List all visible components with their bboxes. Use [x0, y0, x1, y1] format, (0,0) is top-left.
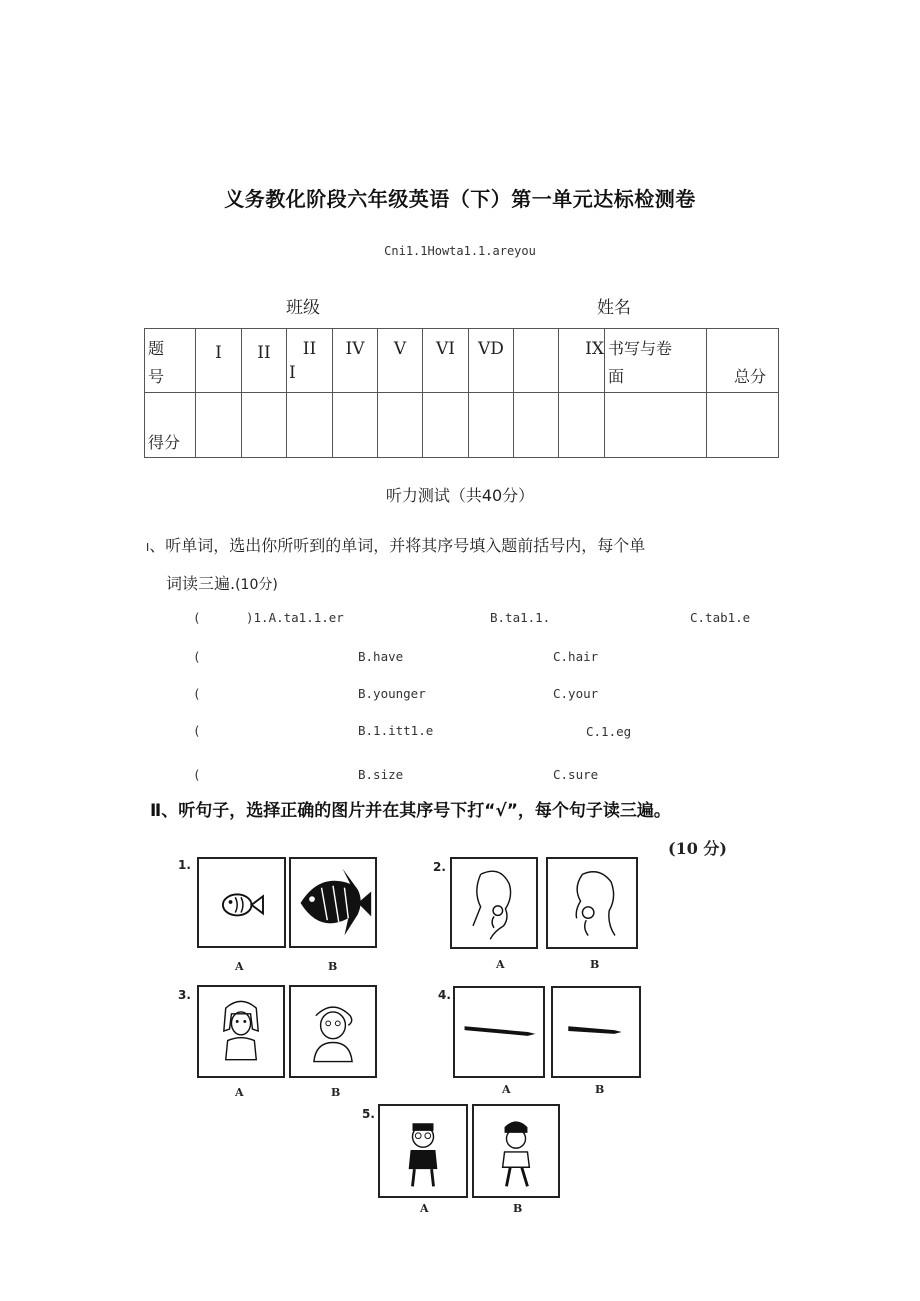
label-b: B	[595, 1083, 605, 1096]
picture-1b[interactable]	[289, 857, 377, 948]
col-header: IX	[559, 329, 605, 393]
long-pencil-icon	[455, 988, 543, 1076]
page-title: 义务教化阶段六年级英语（下）第一单元达标检测卷	[224, 187, 696, 211]
q3-option-c: C.your	[553, 686, 599, 701]
col-header: IV	[333, 329, 378, 393]
score-cell[interactable]	[707, 393, 779, 458]
section1-line1: I、听单词，选出你所听到的单词，并将其序号填入题前括号内，每个单	[146, 536, 646, 555]
col-header: I	[196, 329, 242, 393]
score-cell[interactable]	[287, 393, 333, 458]
score-cell[interactable]	[605, 393, 707, 458]
boy-icon	[474, 1106, 558, 1196]
label-a: A	[502, 1083, 511, 1096]
picture-4a[interactable]	[453, 986, 545, 1078]
big-fish-icon	[291, 859, 375, 946]
row-label-score: 得分	[145, 393, 196, 458]
header-total: 总分	[707, 329, 779, 393]
q4-option-c: C.1.eg	[586, 724, 632, 739]
section2-title: Ⅱ、听句子，选择正确的图片并在其序号下打“√”，每个句子读三遍。	[150, 801, 671, 821]
score-cell[interactable]	[514, 393, 559, 458]
score-cell[interactable]	[469, 393, 514, 458]
q2-paren[interactable]: (	[193, 649, 201, 664]
picture-number: 5.	[362, 1107, 375, 1121]
q5-option-c: C.sure	[553, 767, 599, 782]
score-table	[144, 328, 779, 458]
header-tihao: 题 号	[145, 329, 196, 393]
picture-number: 2.	[433, 860, 446, 874]
q4-option-b: B.1.itt1.e	[358, 723, 434, 738]
score-cell[interactable]	[242, 393, 287, 458]
score-cell[interactable]	[196, 393, 242, 458]
girl-eating-icon	[452, 859, 536, 947]
score-cell[interactable]	[423, 393, 469, 458]
picture-number: 4.	[438, 988, 451, 1002]
label-a: A	[496, 958, 505, 971]
label-b: B	[328, 960, 338, 973]
unit-subtitle: Cni1.1Howta1.1.areyou	[384, 244, 536, 258]
picture-number: 3.	[178, 988, 191, 1002]
listening-title: 听力测试（共40分）	[385, 486, 535, 505]
label-b: B	[590, 958, 600, 971]
class-label: 班级	[286, 298, 320, 318]
section1-line2: 词读三遍.(10分)	[166, 574, 278, 593]
picture-1a[interactable]	[197, 857, 286, 948]
score-cell[interactable]	[559, 393, 605, 458]
q1-option-b: B.ta1.1.	[490, 610, 551, 625]
col-header: II	[242, 329, 287, 393]
picture-2a[interactable]	[450, 857, 538, 949]
q5-option-b: B.size	[358, 767, 404, 782]
score-cell[interactable]	[378, 393, 423, 458]
col-header: VD	[469, 329, 514, 393]
q1-option-c: C.tab1.e	[690, 610, 751, 625]
section2-points: (10 分)	[668, 839, 727, 858]
girl-profile-icon	[548, 859, 636, 947]
q3-option-b: B.younger	[358, 686, 426, 701]
q2-option-b: B.have	[358, 649, 404, 664]
short-pencil-icon	[553, 988, 639, 1076]
q5-paren[interactable]: (	[193, 767, 201, 782]
label-b: B	[331, 1086, 341, 1099]
q4-paren[interactable]: (	[193, 723, 201, 738]
picture-number: 1.	[178, 858, 191, 872]
q1-option-a: )1.A.ta1.1.er	[246, 610, 344, 625]
score-cell[interactable]	[333, 393, 378, 458]
older-woman-icon	[291, 987, 375, 1076]
q3-paren[interactable]: (	[193, 686, 201, 701]
picture-5b[interactable]	[472, 1104, 560, 1198]
header-writing: 书写与卷 面	[605, 329, 707, 393]
small-fish-icon	[199, 859, 284, 946]
label-a: A	[420, 1202, 429, 1215]
col-header: II I	[287, 329, 333, 393]
young-woman-icon	[199, 987, 283, 1076]
q2-option-c: C.hair	[553, 649, 599, 664]
label-a: A	[235, 1086, 244, 1099]
picture-3a[interactable]	[197, 985, 285, 1078]
label-b: B	[513, 1202, 523, 1215]
label-a: A	[235, 960, 244, 973]
name-label: 姓名	[597, 298, 631, 318]
picture-3b[interactable]	[289, 985, 377, 1078]
picture-4b[interactable]	[551, 986, 641, 1078]
picture-5a[interactable]	[378, 1104, 468, 1198]
col-header: V	[378, 329, 423, 393]
picture-2b[interactable]	[546, 857, 638, 949]
col-header: VI	[423, 329, 469, 393]
col-header	[514, 329, 559, 393]
boy-with-glasses-icon	[380, 1106, 466, 1196]
q1-paren[interactable]: (	[193, 610, 201, 625]
